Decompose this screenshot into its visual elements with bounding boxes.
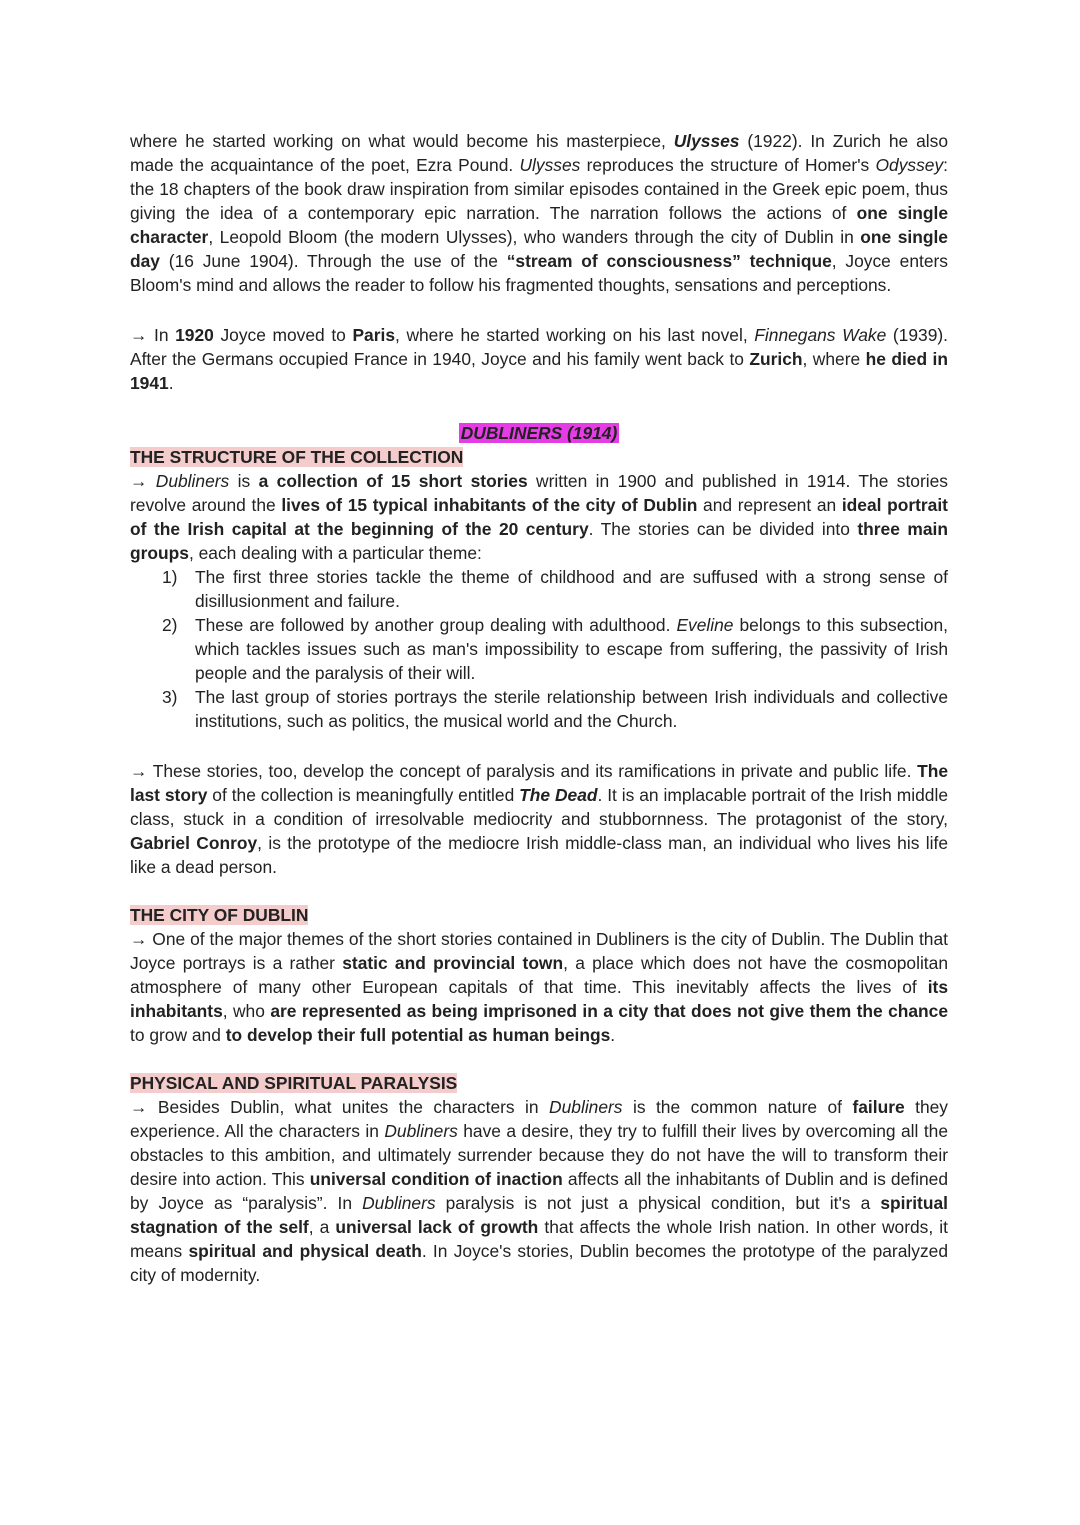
text-run: The last story bbox=[130, 761, 948, 805]
text-run: one single day bbox=[130, 227, 948, 271]
list-item bbox=[162, 685, 948, 733]
text-run: spiritual stagnation of the self bbox=[130, 1193, 948, 1237]
intro-paragraph-paris bbox=[130, 323, 948, 395]
structure-heading bbox=[130, 445, 948, 469]
text-run: written in 1900 and published in 1914. The stories revolve around the bbox=[130, 471, 948, 515]
city-heading bbox=[130, 903, 948, 927]
text-run: its inhabitants bbox=[130, 977, 948, 1021]
text-run: 1920 bbox=[175, 325, 214, 345]
text-run: , Joyce enters Bloom's mind and allows the reader to follow his fragmented thoughts, sensations and perceptions. bbox=[130, 251, 948, 295]
text-run: to grow and bbox=[130, 1025, 226, 1045]
text-run: (1939). After the Germans occupied France in 1940, Joyce and his family went back to bbox=[130, 325, 948, 369]
text-run: Dubliners bbox=[155, 471, 230, 491]
text-run: The Dead bbox=[519, 785, 598, 805]
text-run: , who bbox=[222, 1001, 271, 1021]
text-run: ideal portrait of the Irish capital at the beginning of the 20 century bbox=[130, 495, 948, 539]
text-run: Dubliners bbox=[362, 1193, 436, 1213]
text-run: , is the prototype of the mediocre Irish middle-class man, an individual who lives his life like a dead person. bbox=[130, 833, 948, 877]
text-run: The last group of stories portrays the sterile relationship between Irish individuals and collective institutions, such as politics, the musical world and the Church. bbox=[195, 687, 948, 731]
text-run: failure bbox=[852, 1097, 905, 1117]
document-page bbox=[130, 129, 948, 1287]
text-run: , where bbox=[802, 349, 866, 369]
text-run: (16 June 1904). Through the use of the bbox=[159, 251, 507, 271]
text-run: spiritual and physical death bbox=[188, 1241, 422, 1261]
text-run: one single character bbox=[130, 203, 948, 247]
text-run: Zurich bbox=[749, 349, 803, 369]
text-run: and represent an bbox=[697, 495, 842, 515]
text-run: Ulysses bbox=[673, 131, 740, 151]
the-dead-paragraph bbox=[130, 759, 948, 879]
text-run: he died in 1941 bbox=[130, 349, 948, 393]
heading-text: PHYSICAL AND SPIRITUAL PARALYSIS bbox=[130, 1073, 458, 1093]
text-run: : the 18 chapters of the book draw inspiration from similar episodes contained in the Greek epic poem, thus giving the idea of a contemporary epic narration. The narration follows the actions of bbox=[130, 155, 948, 223]
city-paragraph bbox=[130, 927, 948, 1047]
text-run: , where he started working on his last novel, bbox=[395, 325, 755, 345]
text-run: , Leopold Bloom (the modern Ulysses), who wanders through the city of Dublin in bbox=[208, 227, 861, 247]
text-run: to develop their full potential as human beings bbox=[225, 1025, 611, 1045]
heading-text: THE STRUCTURE OF THE COLLECTION bbox=[130, 447, 464, 467]
text-run: affects all the inhabitants of Dublin and is defined by Joyce as “paralysis”. In bbox=[130, 1169, 948, 1213]
text-run: → Besides Dublin, what unites the characters in bbox=[130, 1097, 550, 1117]
list-item bbox=[162, 613, 948, 685]
text-run: have a desire, they try to fulfill their lives by overcoming all the obstacles to this ambition, and ultimately surrender because they do not have the will to transform their desire into action. This bbox=[130, 1121, 948, 1189]
text-run: three main groups bbox=[130, 519, 948, 563]
text-run: Dubliners bbox=[384, 1121, 458, 1141]
text-run: they experience. All the characters in bbox=[130, 1097, 948, 1141]
list-number: 3) bbox=[162, 687, 178, 707]
text-run: belongs to this subsection, which tackles issues such as man's impossibility to escape from suffering, the passivity of Irish people and the paralysis of their will. bbox=[195, 615, 948, 683]
text-run: is the common nature of bbox=[622, 1097, 853, 1117]
text-run: . It is an implacable portrait of the Irish middle class, stuck in a condition of irresolvable mediocrity and stubbornness. The protagonist of the story, bbox=[130, 785, 949, 829]
text-run: These are followed by another group dealing with adulthood. bbox=[195, 615, 677, 635]
list-number: 1) bbox=[162, 567, 178, 587]
text-run: → bbox=[130, 471, 156, 491]
text-run: (1922). In Zurich he also made the acquaintance of the poet, Ezra Pound. bbox=[130, 131, 949, 175]
text-run: of the collection is meaningfully entitled bbox=[207, 785, 520, 805]
structure-paragraph bbox=[130, 469, 948, 565]
text-run: paralysis is not just a physical condition, but it's a bbox=[435, 1193, 881, 1213]
paralysis-paragraph bbox=[130, 1095, 948, 1287]
text-run: is bbox=[229, 471, 259, 491]
text-run: Ulysses bbox=[519, 155, 581, 175]
text-run: , a place which does not have the cosmopolitan atmosphere of many other European capitals of that time. This inevitably affects the lives of bbox=[130, 953, 948, 997]
text-run: → These stories, too, develop the concept of paralysis and its ramifications in private and public life. bbox=[130, 761, 918, 781]
text-run: universal lack of growth bbox=[335, 1217, 539, 1237]
text-run: , each dealing with a particular theme: bbox=[188, 543, 482, 563]
text-run: that affects the whole Irish nation. In other words, it means bbox=[130, 1217, 948, 1261]
text-run: → In bbox=[130, 325, 176, 345]
list-number: 2) bbox=[162, 615, 178, 635]
text-run: , a bbox=[308, 1217, 336, 1237]
heading-text: THE CITY OF DUBLIN bbox=[130, 905, 309, 925]
text-run: Eveline bbox=[676, 615, 734, 635]
text-run: Joyce moved to bbox=[213, 325, 353, 345]
text-run: are represented as being imprisoned in a city that does not give them the chance bbox=[270, 1001, 949, 1021]
text-run: Finnegans Wake bbox=[754, 325, 887, 345]
text-run: universal condition of inaction bbox=[309, 1169, 563, 1189]
text-run: . In Joyce's stories, Dublin becomes the prototype of the paralyzed city of modernity. bbox=[130, 1241, 948, 1285]
text-run: Gabriel Conroy bbox=[130, 833, 258, 853]
text-run: Dubliners bbox=[549, 1097, 623, 1117]
section-title bbox=[130, 421, 948, 445]
text-run: . The stories can be divided into bbox=[588, 519, 858, 539]
text-run: Odyssey bbox=[875, 155, 944, 175]
intro-paragraph-ulysses bbox=[130, 129, 948, 297]
dubliners-title: DUBLINERS (1914) bbox=[460, 423, 618, 443]
paralysis-heading bbox=[130, 1071, 948, 1095]
text-run: a collection of 15 short stories bbox=[258, 471, 528, 491]
list-item bbox=[162, 565, 948, 613]
text-run: . bbox=[610, 1025, 616, 1045]
text-run: → One of the major themes of the short stories contained in Dubliners is the city of Dublin. The Dublin that Joyce portrays is a rather bbox=[130, 929, 948, 973]
story-groups-list bbox=[130, 565, 948, 733]
text-run: . bbox=[168, 373, 174, 393]
text-run: where he started working on what would become his masterpiece, bbox=[130, 131, 674, 151]
text-run: reproduces the structure of Homer's bbox=[580, 155, 876, 175]
text-run: lives of 15 typical inhabitants of the city of Dublin bbox=[281, 495, 698, 515]
text-run: “stream of consciousness” technique bbox=[506, 251, 832, 271]
text-run: The first three stories tackle the theme of childhood and are suffused with a strong sense of disillusionment and failure. bbox=[195, 567, 948, 611]
text-run: Paris bbox=[352, 325, 395, 345]
text-run: static and provincial town bbox=[342, 953, 564, 973]
